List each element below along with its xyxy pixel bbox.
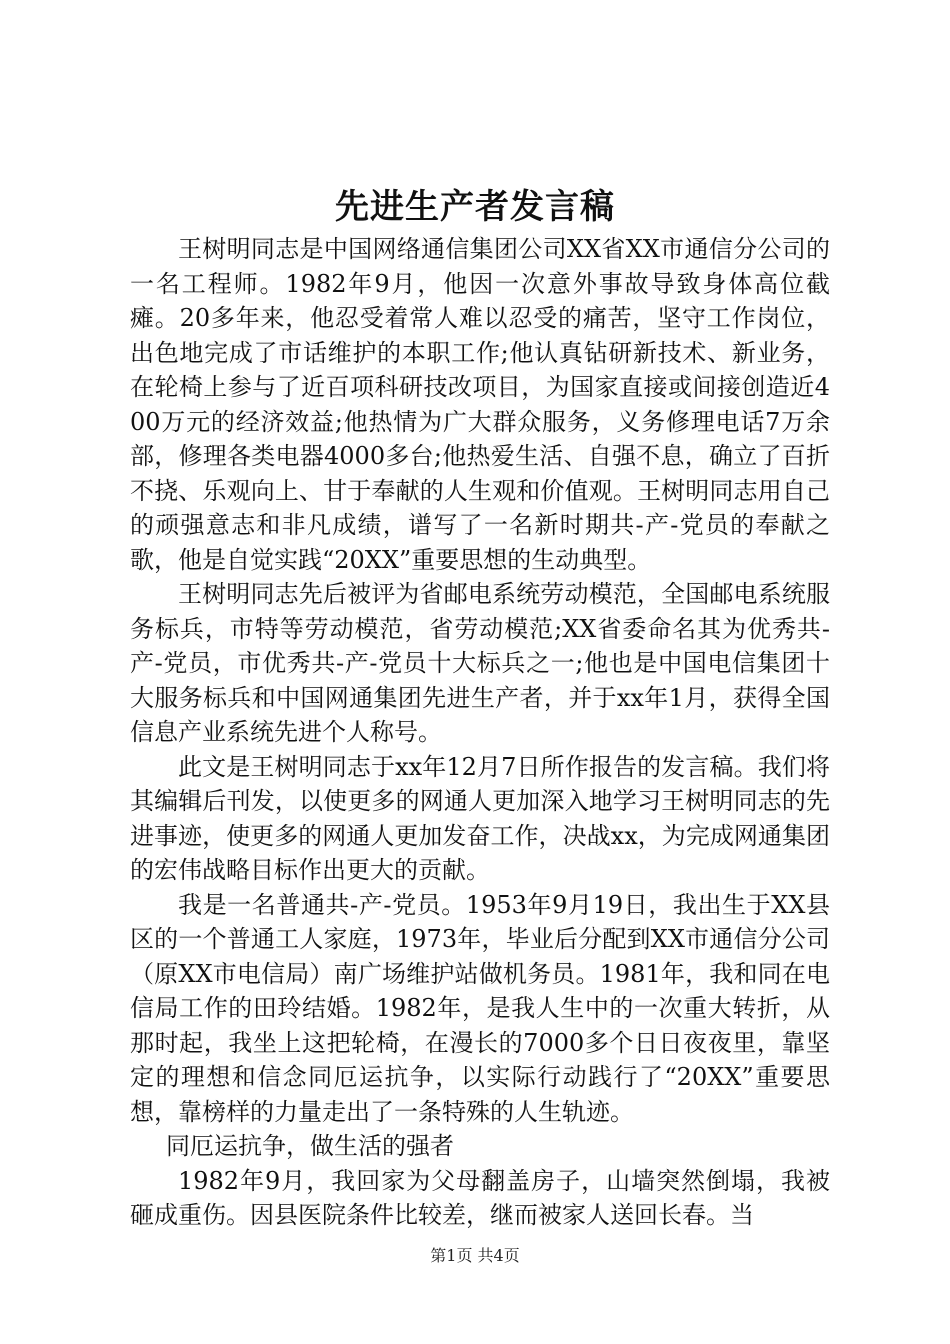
section-heading: 同厄运抗争，做生活的强者 xyxy=(166,1132,454,1160)
document-title: 先进生产者发言稿 xyxy=(335,187,615,227)
paragraph-honors: 王树明同志先后被评为省邮电系统劳动模范，全国邮电系统服务标兵，市特等劳动模范，省劳动模范;XX省委命名其为优秀共-产-党员，市优秀共-产-党员十大标兵之一;他也是中国电信集团十大服务标兵和中国网通集团先进生产者，并于xx年1月，获得全国信息产业系统先进个人称号。 xyxy=(130,580,830,746)
paragraph-biography: 我是一名普通共-产-党员。1953年9月19日，我出生于XX县区的一个普通工人家庭，1973年，毕业后分配到XX市通信分公司（原XX市电信局）南广场维护站做机务员。1981年，我和同在电信局工作的田玲结婚。1982年，是我人生中的一次重大转折，从那时起，我坐上这把轮椅，在漫长的7000多个日日夜夜里，靠坚定的理想和信念同厄运抗争，以实际行动践行了“20XX”重要思想，靠榜样的力量走出了一条特殊的人生轨迹。 xyxy=(130,890,830,1126)
page-footer: 第1页 共4页 xyxy=(430,1246,520,1265)
paragraph-editor-note: 此文是王树明同志于xx年12月7日所作报告的发言稿。我们将其编辑后刊发，以使更多的网通人更加深入地学习王树明同志的先进事迹，使更多的网通人更加发奋工作，决战xx，为完成网通集团的宏伟战略目标作出更大的贡献。 xyxy=(130,752,830,884)
paragraph-intro: 王树明同志是中国网络通信集团公司XX省XX市通信分公司的一名工程师。1982年9月，他因一次意外事故导致身体高位截瘫。20多年来，他忍受着常人难以忍受的痛苦，坚守工作岗位，出色地完成了市话维护的本职工作;他认真钻研新技术、新业务，在轮椅上参与了近百项科研技改项目，为国家直接或间接创造近400万元的经济效益;他热情为广大群众服务，义务修理电话7万余部，修理各类电器4000多台;他热爱生活、自强不息，确立了百折不挠、乐观向上、甘于奉献的人生观和价值观。王树明同志用自己的顽强意志和非凡成绩，谱写了一名新时期共-产-党员的奉献之歌，他是自觉实践“20XX”重要思想的生动典型。 xyxy=(130,235,830,574)
paragraph-accident: 1982年9月，我回家为父母翻盖房子，山墙突然倒塌，我被砸成重伤。因县医院条件比较差，继而被家人送回长春。当 xyxy=(130,1166,830,1229)
document-body xyxy=(130,232,830,1233)
